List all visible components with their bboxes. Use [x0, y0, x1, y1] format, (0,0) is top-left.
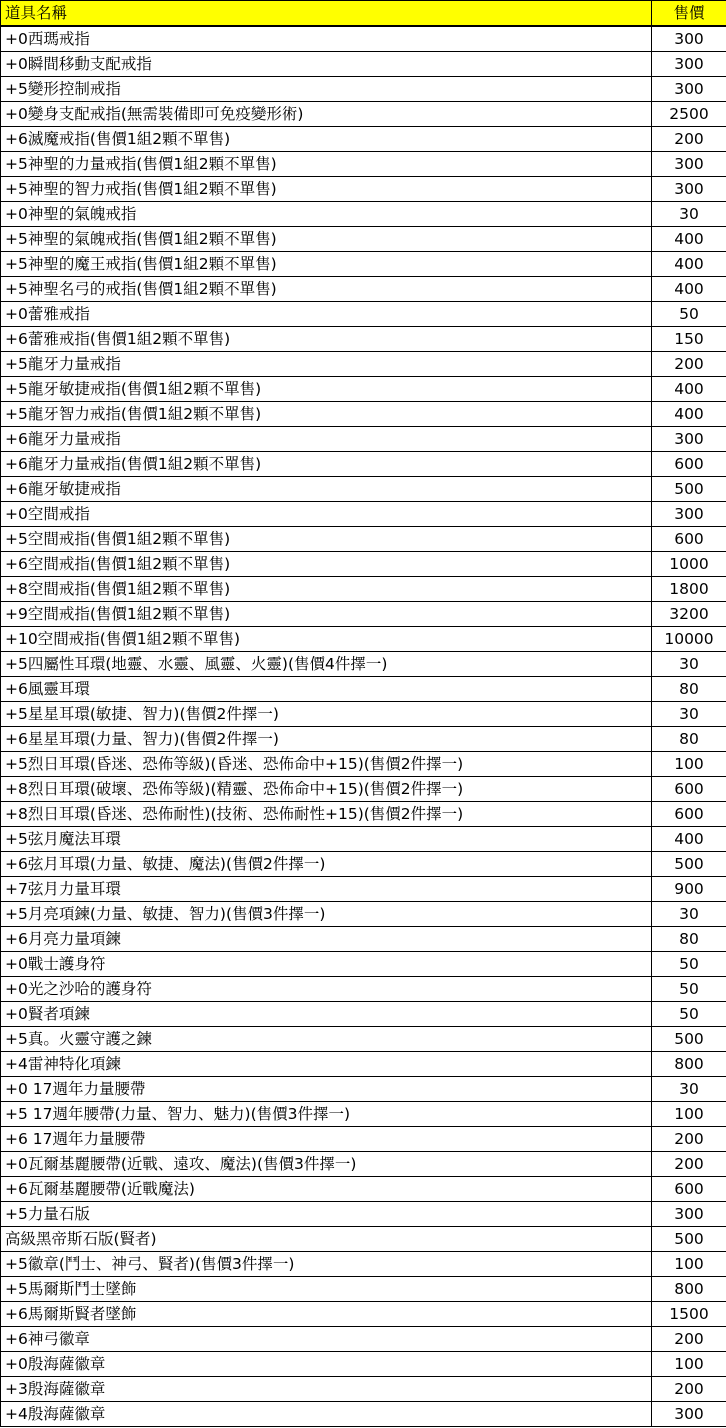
table-row	[1, 827, 726, 852]
item-name: +0光之沙哈的護身符	[1, 977, 652, 1002]
item-name: +6弦月耳環(力量、敏捷、魔法)(售價2件擇一)	[1, 852, 652, 877]
table-row	[1, 852, 726, 877]
item-name: +8烈日耳環(破壞、恐佈等級)(精靈、恐佈命中+15)(售價2件擇一)	[1, 777, 652, 802]
item-price: 200	[652, 352, 726, 377]
item-price: 10000	[652, 627, 726, 652]
item-name: +5真。火靈守護之鍊	[1, 1027, 652, 1052]
item-price: 30	[652, 902, 726, 927]
item-price: 300	[652, 26, 726, 52]
item-name: +5空間戒指(售價1組2顆不單售)	[1, 527, 652, 552]
item-price: 300	[652, 77, 726, 102]
table-row	[1, 1352, 726, 1377]
item-name: +0瓦爾基麗腰帶(近戰、遠攻、魔法)(售價3件擇一)	[1, 1152, 652, 1177]
header-price: 售價	[652, 1, 726, 27]
item-price: 400	[652, 227, 726, 252]
table-row	[1, 752, 726, 777]
item-price: 30	[652, 702, 726, 727]
item-name: +0戰士護身符	[1, 952, 652, 977]
table-row	[1, 977, 726, 1002]
table-row	[1, 502, 726, 527]
item-price: 600	[652, 452, 726, 477]
table-row	[1, 952, 726, 977]
item-price: 600	[652, 527, 726, 552]
table-row	[1, 927, 726, 952]
item-name: +6龍牙力量戒指(售價1組2顆不單售)	[1, 452, 652, 477]
item-name: +6龍牙敏捷戒指	[1, 477, 652, 502]
item-price: 200	[652, 1127, 726, 1152]
item-price: 400	[652, 252, 726, 277]
item-name: +6滅魔戒指(售價1組2顆不單售)	[1, 127, 652, 152]
item-name: +5月亮項鍊(力量、敏捷、智力)(售價3件擇一)	[1, 902, 652, 927]
item-price: 500	[652, 852, 726, 877]
table-row	[1, 152, 726, 177]
item-name: +5星星耳環(敏捷、智力)(售價2件擇一)	[1, 702, 652, 727]
item-price: 50	[652, 952, 726, 977]
table-row	[1, 552, 726, 577]
table-row	[1, 1327, 726, 1352]
item-name: +4雷神特化項鍊	[1, 1052, 652, 1077]
item-price: 500	[652, 1027, 726, 1052]
item-price: 300	[652, 52, 726, 77]
item-price: 800	[652, 1277, 726, 1302]
item-name: +6空間戒指(售價1組2顆不單售)	[1, 552, 652, 577]
item-name: +5弦月魔法耳環	[1, 827, 652, 852]
table-row	[1, 277, 726, 302]
table-row	[1, 1002, 726, 1027]
item-name: +5神聖的魔王戒指(售價1組2顆不單售)	[1, 252, 652, 277]
item-name: +3殷海薩徽章	[1, 1377, 652, 1402]
table-row	[1, 1402, 726, 1427]
item-name: +5龍牙智力戒指(售價1組2顆不單售)	[1, 402, 652, 427]
item-name: +4殷海薩徽章	[1, 1402, 652, 1427]
item-price: 30	[652, 1077, 726, 1102]
item-price: 30	[652, 652, 726, 677]
table-row	[1, 1252, 726, 1277]
item-name: +5龍牙敏捷戒指(售價1組2顆不單售)	[1, 377, 652, 402]
table-row	[1, 177, 726, 202]
item-price: 50	[652, 977, 726, 1002]
item-name: +5烈日耳環(昏迷、恐佈等級)(昏迷、恐佈命中+15)(售價2件擇一)	[1, 752, 652, 777]
header-row	[1, 1, 726, 27]
item-name: +7弦月力量耳環	[1, 877, 652, 902]
item-name: +6馬爾斯賢者墜飾	[1, 1302, 652, 1327]
item-name: +6月亮力量項鍊	[1, 927, 652, 952]
item-price: 1000	[652, 552, 726, 577]
table-row	[1, 527, 726, 552]
item-name: +5神聖名弓的戒指(售價1組2顆不單售)	[1, 277, 652, 302]
item-name: +5馬爾斯鬥士墜飾	[1, 1277, 652, 1302]
item-name: +0蕾雅戒指	[1, 302, 652, 327]
table-row	[1, 802, 726, 827]
item-price: 500	[652, 1227, 726, 1252]
table-row	[1, 1277, 726, 1302]
table-row	[1, 1227, 726, 1252]
item-price: 300	[652, 1202, 726, 1227]
table-row	[1, 1027, 726, 1052]
table-row	[1, 1177, 726, 1202]
item-name: +5四屬性耳環(地靈、水靈、風靈、火靈)(售價4件擇一)	[1, 652, 652, 677]
table-row	[1, 1052, 726, 1077]
table-row	[1, 252, 726, 277]
item-name: +0殷海薩徽章	[1, 1352, 652, 1377]
item-price: 80	[652, 677, 726, 702]
table-row	[1, 1102, 726, 1127]
item-price: 600	[652, 1177, 726, 1202]
table-row	[1, 377, 726, 402]
item-name: +6神弓徽章	[1, 1327, 652, 1352]
item-price: 500	[652, 477, 726, 502]
item-name: +9空間戒指(售價1組2顆不單售)	[1, 602, 652, 627]
item-name: +0瞬間移動支配戒指	[1, 52, 652, 77]
item-price: 400	[652, 277, 726, 302]
table-row	[1, 1202, 726, 1227]
item-name: +6星星耳環(力量、智力)(售價2件擇一)	[1, 727, 652, 752]
table-row	[1, 327, 726, 352]
table-row	[1, 702, 726, 727]
item-price: 300	[652, 152, 726, 177]
item-price: 200	[652, 127, 726, 152]
item-price: 2500	[652, 102, 726, 127]
item-name: +10空間戒指(售價1組2顆不單售)	[1, 627, 652, 652]
table-row	[1, 577, 726, 602]
item-name: +0神聖的氣魄戒指	[1, 202, 652, 227]
table-row	[1, 127, 726, 152]
item-name: +0賢者項鍊	[1, 1002, 652, 1027]
table-row	[1, 402, 726, 427]
item-name: +5力量石版	[1, 1202, 652, 1227]
table-row	[1, 1077, 726, 1102]
item-name: +6 17週年力量腰帶	[1, 1127, 652, 1152]
item-name: +6龍牙力量戒指	[1, 427, 652, 452]
item-name: +5龍牙力量戒指	[1, 352, 652, 377]
item-price: 800	[652, 1052, 726, 1077]
table-row	[1, 1377, 726, 1402]
item-name: 高級黑帝斯石版(賢者)	[1, 1227, 652, 1252]
table-row	[1, 227, 726, 252]
item-price: 100	[652, 752, 726, 777]
item-price: 50	[652, 302, 726, 327]
item-price: 80	[652, 727, 726, 752]
item-name: +5神聖的氣魄戒指(售價1組2顆不單售)	[1, 227, 652, 252]
table-row	[1, 902, 726, 927]
item-price: 400	[652, 402, 726, 427]
item-price: 50	[652, 1002, 726, 1027]
item-price: 100	[652, 1352, 726, 1377]
item-name: +5神聖的力量戒指(售價1組2顆不單售)	[1, 152, 652, 177]
item-name: +0變身支配戒指(無需裝備即可免疫變形術)	[1, 102, 652, 127]
table-row	[1, 52, 726, 77]
table-row	[1, 427, 726, 452]
item-price: 400	[652, 827, 726, 852]
table-row	[1, 1152, 726, 1177]
item-price: 300	[652, 1402, 726, 1427]
item-name: +5徽章(鬥士、神弓、賢者)(售價3件擇一)	[1, 1252, 652, 1277]
item-price: 150	[652, 327, 726, 352]
table-row	[1, 102, 726, 127]
item-name: +6風靈耳環	[1, 677, 652, 702]
item-price: 900	[652, 877, 726, 902]
item-price: 300	[652, 427, 726, 452]
item-price: 100	[652, 1252, 726, 1277]
table-row	[1, 302, 726, 327]
table-row	[1, 602, 726, 627]
table-row	[1, 677, 726, 702]
item-price: 400	[652, 377, 726, 402]
table-row	[1, 26, 726, 52]
item-price: 200	[652, 1327, 726, 1352]
table-row	[1, 352, 726, 377]
item-name: +5 17週年腰帶(力量、智力、魅力)(售價3件擇一)	[1, 1102, 652, 1127]
table-row	[1, 77, 726, 102]
item-name: +0西瑪戒指	[1, 26, 652, 52]
table-row	[1, 452, 726, 477]
item-name: +6蕾雅戒指(售價1組2顆不單售)	[1, 327, 652, 352]
item-price: 1500	[652, 1302, 726, 1327]
table-row	[1, 777, 726, 802]
item-price: 100	[652, 1102, 726, 1127]
item-price: 3200	[652, 602, 726, 627]
item-price: 30	[652, 202, 726, 227]
item-price: 200	[652, 1152, 726, 1177]
item-price: 80	[652, 927, 726, 952]
table-row	[1, 652, 726, 677]
table-row	[1, 727, 726, 752]
item-price: 1800	[652, 577, 726, 602]
item-price: 600	[652, 802, 726, 827]
item-name: +6瓦爾基麗腰帶(近戰魔法)	[1, 1177, 652, 1202]
item-name: +5變形控制戒指	[1, 77, 652, 102]
item-name: +5神聖的智力戒指(售價1組2顆不單售)	[1, 177, 652, 202]
item-price: 200	[652, 1377, 726, 1402]
item-name: +0 17週年力量腰帶	[1, 1077, 652, 1102]
item-price: 300	[652, 502, 726, 527]
table-row	[1, 1302, 726, 1327]
table-row	[1, 202, 726, 227]
item-name: +8空間戒指(售價1組2顆不單售)	[1, 577, 652, 602]
item-name: +0空間戒指	[1, 502, 652, 527]
table-row	[1, 1127, 726, 1152]
table-row	[1, 627, 726, 652]
table-row	[1, 877, 726, 902]
header-item-name: 道具名稱	[1, 1, 652, 27]
item-price: 300	[652, 177, 726, 202]
table-row	[1, 477, 726, 502]
item-name: +8烈日耳環(昏迷、恐佈耐性)(技術、恐佈耐性+15)(售價2件擇一)	[1, 802, 652, 827]
item-price: 600	[652, 777, 726, 802]
